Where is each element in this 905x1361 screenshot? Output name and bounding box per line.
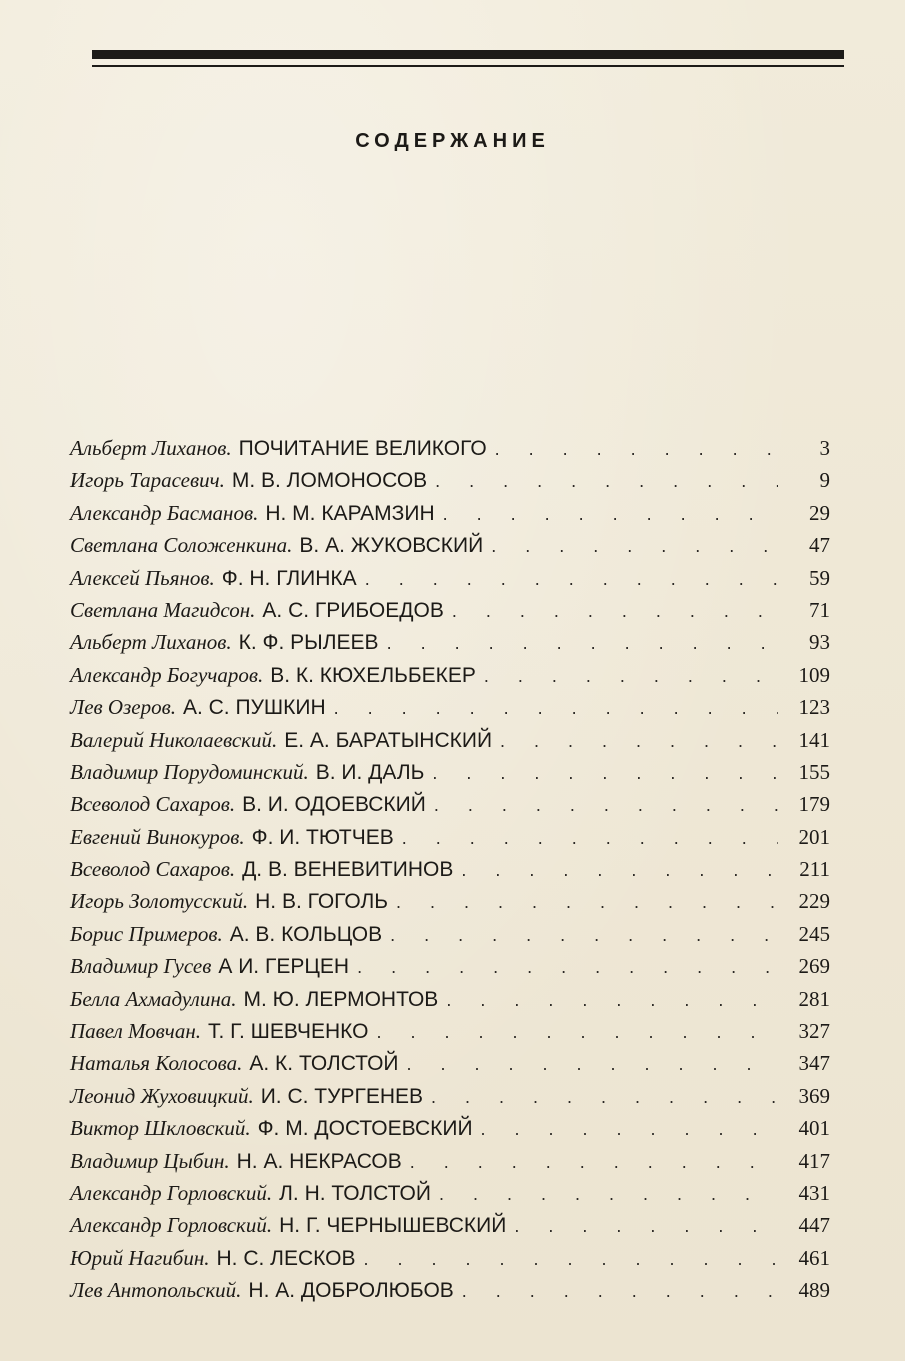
toc-entry-page-number: 461 [798,1245,830,1270]
toc-entry-author: Борис Примеров. [70,921,223,946]
toc-entry [70,691,830,723]
toc-entry-leader-dots [435,498,778,530]
toc-entry [70,724,830,756]
toc-entry-page-number: 47 [809,533,830,558]
toc-entry-author: Всеволод Сахаров. [70,857,236,882]
toc-entry-leader-dots [423,1081,778,1113]
toc-entry [70,626,830,658]
toc-entry-author: Белла Ахмадулина. [70,986,237,1011]
toc-entry [70,464,830,496]
toc-entry-author: Владимир Гусев [70,954,212,979]
toc-entry-title: И. С. ТУРГЕНЕВ [260,1084,424,1108]
toc-entry-title: Л. Н. ТОЛСТОЙ [279,1181,431,1205]
toc-entry-title: А. С. ГРИБОЕДОВ [262,598,444,622]
toc-entry-author: Юрий Нагибин. [70,1245,210,1270]
toc-entry-author: Наталья Колосова. [70,1051,243,1076]
toc-entry-leader-dots [454,1275,778,1307]
toc-entry-leader-dots [368,1016,778,1048]
toc-entry-author: Владимир Цыбин. [70,1148,230,1173]
toc-entry-page-number: 179 [798,792,830,817]
toc-entry [70,885,830,917]
toc-entry-leader-dots [487,433,778,465]
toc-entry-leader-dots [355,1243,778,1275]
toc-entry-leader-dots [427,465,778,497]
toc-entry-page-number: 123 [798,695,830,720]
toc-entry [70,1047,830,1079]
toc-entry [70,853,830,885]
toc-entry-leader-dots [399,1048,779,1080]
toc-entry [70,562,830,594]
toc-entry-page-number: 347 [798,1051,830,1076]
toc-entry [70,659,830,691]
toc-entry [70,1177,830,1209]
toc-entry-title: А И. ГЕРЦЕН [218,955,350,979]
toc-entry [70,1242,830,1274]
toc-entry-leader-dots [506,1210,778,1242]
toc-entry-author: Валерий Николаевский. [70,727,278,752]
toc-entry-title: Н. А. НЕКРАСОВ [236,1149,402,1173]
toc-entry-author: Лев Антопольский. [70,1278,242,1303]
toc-entry-leader-dots [492,725,778,757]
toc-entry-author: Светлана Магидсон. [70,597,256,622]
toc-entry-title: Ф. Н. ГЛИНКА [221,566,357,590]
toc-entry [70,950,830,982]
toc-entry-page-number: 9 [819,468,830,493]
toc-entry-page-number: 229 [798,889,830,914]
toc-entry-leader-dots [424,757,778,789]
header-rule-thick [92,50,844,59]
toc-entry [70,788,830,820]
contents-heading: СОДЕРЖАНИЕ [355,130,550,152]
toc-entry-title: А. В. КОЛЬЦОВ [229,922,383,946]
toc-entry-page-number: 93 [809,630,830,655]
toc-entry [70,918,830,950]
toc-entry [70,529,830,561]
toc-entry-leader-dots [357,563,778,595]
toc-entry [70,756,830,788]
toc-entry-title: Ф. М. ДОСТОЕВСКИЙ [257,1117,473,1141]
toc-entry-title: М. В. ЛОМОНОСОВ [231,469,428,493]
toc-entry-title: Н. С. ЛЕСКОВ [216,1246,356,1270]
toc-entry-page-number: 489 [798,1278,830,1303]
toc-entry-author: Игорь Золотусский. [70,889,249,914]
toc-entry-leader-dots [402,1146,778,1178]
toc-entry-author: Всеволод Сахаров. [70,792,236,817]
toc-entry-page-number: 431 [798,1180,830,1205]
toc-entry-title: В. К. КЮХЕЛЬБЕКЕР [270,663,476,687]
toc-entry-title: А. К. ТОЛСТОЙ [249,1052,399,1076]
toc-entry-page-number: 369 [798,1083,830,1108]
toc-entry [70,821,830,853]
toc-entry-author: Альберт Лиханов. [70,436,232,460]
toc-entry-title: М. Ю. ЛЕРМОНТОВ [243,987,439,1011]
toc-entry-author: Альберт Лиханов. [70,630,232,655]
toc-entry-leader-dots [349,951,778,983]
toc-entry-page-number: 59 [809,565,830,590]
toc-entry [70,432,830,464]
toc-entry-title: В. И. ДАЛЬ [315,760,425,784]
toc-entry-leader-dots [382,919,778,951]
toc-entry [70,594,830,626]
toc-entry-title: К. Ф. РЫЛЕЕВ [238,631,379,655]
header-rule-thin [92,65,844,67]
toc-entry-author: Александр Горловский. [70,1213,273,1238]
toc-entry-page-number: 281 [798,986,830,1011]
toc-entry-page-number: 109 [798,662,830,687]
toc-entry-page-number: 141 [798,727,830,752]
toc-entry-author: Владимир Порудоминский. [70,759,309,784]
toc-entry-leader-dots [473,1113,778,1145]
toc-entry-page-number: 201 [798,824,830,849]
toc-entry-author: Александр Горловский. [70,1180,273,1205]
table-of-contents [70,432,830,1307]
toc-entry-page-number: 3 [819,436,830,460]
toc-entry-page-number: 211 [799,857,830,882]
toc-entry-title: Н. А. ДОБРОЛЮБОВ [248,1279,454,1303]
toc-entry-author: Алексей Пьянов. [70,565,215,590]
toc-entry-title: Д. В. ВЕНЕВИТИНОВ [242,858,454,882]
toc-entry [70,1274,830,1306]
toc-entry-leader-dots [394,822,778,854]
toc-entry-leader-dots [444,595,778,627]
toc-entry [70,1080,830,1112]
toc-entry-author: Павел Мовчан. [70,1019,201,1044]
toc-entry-page-number: 417 [798,1148,830,1173]
toc-entry-page-number: 327 [798,1019,830,1044]
toc-entry-title: Н. М. КАРАМЗИН [265,501,435,525]
toc-entry-title: Т. Г. ШЕВЧЕНКО [207,1020,369,1044]
toc-entry-page-number: 29 [809,500,830,525]
toc-entry-author: Александр Басманов. [70,500,259,525]
toc-entry-author: Лев Озеров. [70,695,176,720]
toc-entry-leader-dots [388,886,778,918]
toc-entry [70,1112,830,1144]
toc-entry-leader-dots [426,789,778,821]
toc-entry-title: Н. В. ГОГОЛЬ [255,890,389,914]
toc-entry [70,1209,830,1241]
toc-entry-page-number: 447 [798,1213,830,1238]
toc-entry-author: Игорь Тарасевич. [70,468,225,493]
toc-entry [70,1145,830,1177]
toc-entry-title: Ф. И. ТЮТЧЕВ [251,825,394,849]
toc-entry [70,1015,830,1047]
toc-entry [70,497,830,529]
toc-entry-leader-dots [483,530,778,562]
toc-entry-page-number: 71 [809,597,830,622]
toc-entry-page-number: 269 [798,954,830,979]
toc-entry-author: Евгений Винокуров. [70,824,245,849]
toc-entry-title: Н. Г. ЧЕРНЫШЕВСКИЙ [279,1214,507,1238]
toc-entry-title: В. И. ОДОЕВСКИЙ [242,793,426,817]
toc-entry-leader-dots [438,984,778,1016]
toc-entry-author: Леонид Жуховицкий. [70,1083,254,1108]
toc-entry-page-number: 245 [798,921,830,946]
toc-entry-leader-dots [476,660,778,692]
toc-entry-title: ПОЧИТАНИЕ ВЕЛИКОГО [238,437,487,460]
toc-entry-author: Светлана Соложенкина. [70,533,293,558]
toc-entry-title: Е. А. БАРАТЫНСКИЙ [284,728,493,752]
toc-entry-page-number: 155 [798,759,830,784]
toc-entry-leader-dots [326,692,778,724]
toc-entry-title: В. А. ЖУКОВСКИЙ [299,534,484,558]
toc-entry-leader-dots [453,854,778,886]
toc-entry-leader-dots [379,627,778,659]
toc-entry-page-number: 401 [798,1116,830,1141]
toc-entry-title: А. С. ПУШКИН [182,696,326,720]
toc-entry-leader-dots [431,1178,778,1210]
toc-entry-author: Александр Богучаров. [70,662,264,687]
toc-entry [70,983,830,1015]
toc-entry-author: Виктор Шкловский. [70,1116,251,1141]
